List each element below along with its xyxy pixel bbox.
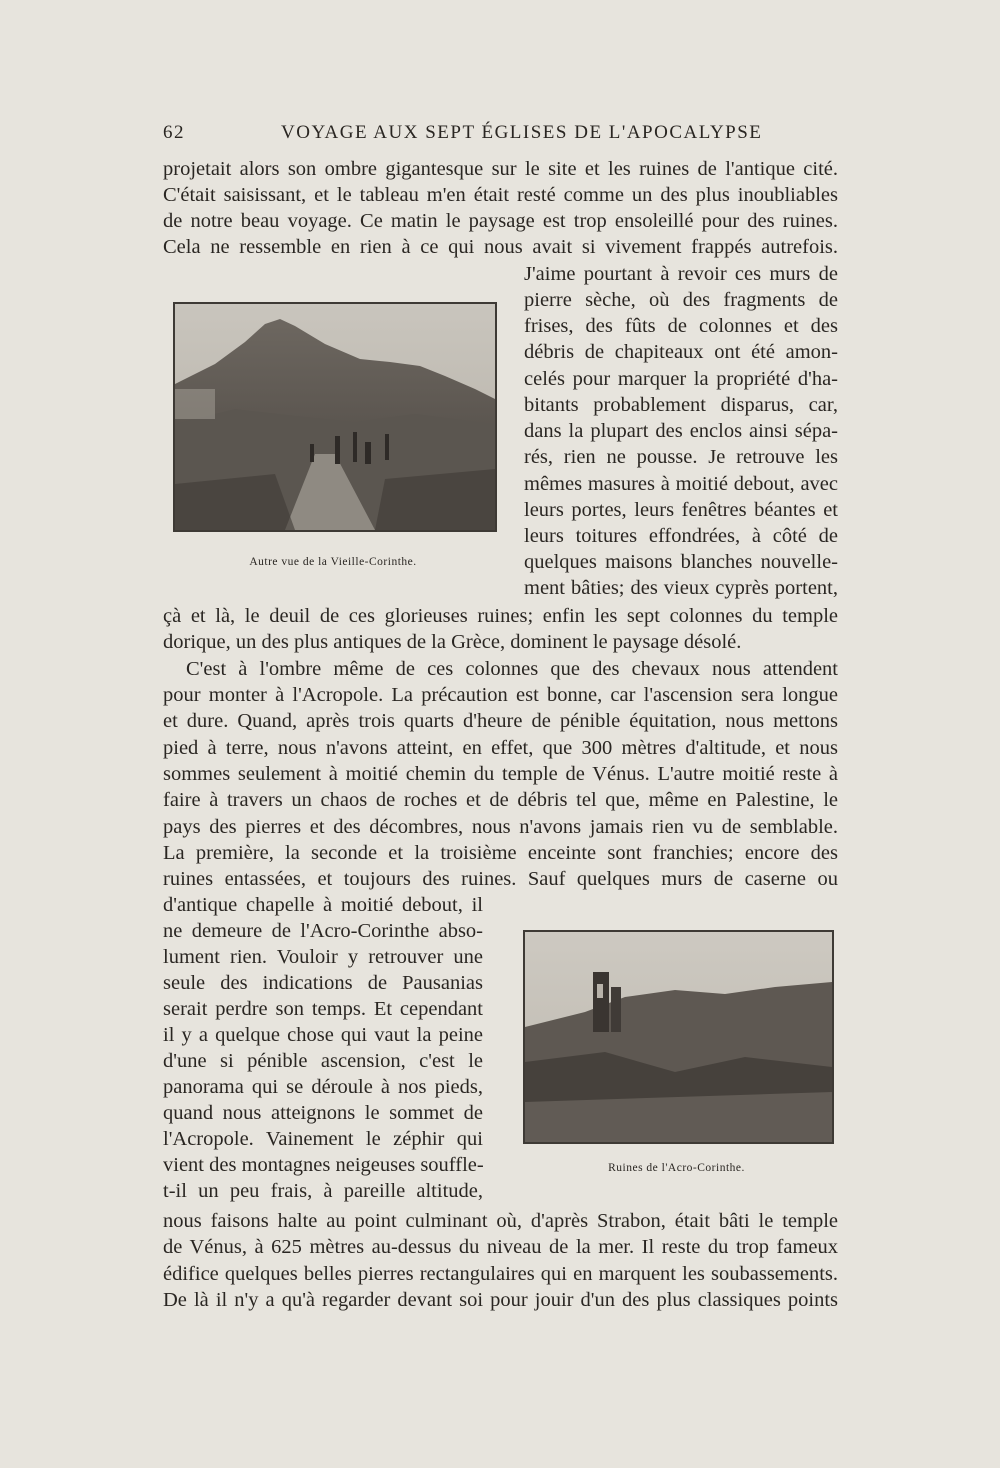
text-line: nous faisons halte au point culminant où, d'après Strabon, était bâti le temple (163, 1210, 838, 1232)
text-line: sommes seulement à moitié chemin du temple de Vénus. L'autre moitié reste à (163, 763, 838, 785)
text-line: seule des indications de Pausanias (163, 972, 483, 994)
text-line: bitants probablement disparus, car, (524, 394, 838, 416)
text-line: frises, des fûts de colonnes et des (524, 315, 838, 337)
running-title: VOYAGE AUX SEPT ÉGLISES DE L'APOCALYPSE (281, 122, 763, 143)
text-line: leurs toitures effondrées, à côté de (524, 525, 838, 547)
text-line: d'une si pénible ascension, c'est le (163, 1050, 483, 1072)
text-line: l'Acropole. Vainement le zéphir qui (163, 1128, 483, 1150)
text-line: d'antique chapelle à moitié debout, il (163, 894, 483, 916)
text-line: t-il un peu frais, à pareille altitude, (163, 1180, 483, 1202)
page-number: 62 (163, 122, 185, 143)
text-line: de Vénus, à 625 mètres au-dessus du niveau de la mer. Il reste du trop fameux (163, 1236, 838, 1258)
page-header (163, 118, 838, 146)
text-line: ruines entassées, et toujours des ruines. Sauf quelques murs de caserne ou (163, 868, 838, 890)
text-line: pour monter à l'Acropole. La précaution est bonne, car l'ascension sera longue (163, 684, 838, 706)
text-line: faire à travers un chaos de roches et de débris tel que, même en Palestine, le (163, 789, 838, 811)
text-line: C'est à l'ombre même de ces colonnes que des chevaux nous attendent (186, 658, 838, 680)
figure2-caption: Ruines de l'Acro-Corinthe. (608, 1162, 745, 1174)
text-line: dorique, un des plus antiques de la Grèce, dominent le paysage désolé. (163, 631, 742, 653)
text-line: Cela ne ressemble en rien à ce qui nous avait si vivement frappés autrefois. (163, 236, 838, 258)
figure-old-corinth-photo (173, 302, 497, 532)
text-line: quand nous atteignons le sommet de (163, 1102, 483, 1124)
text-line: il y a quelque chose qui vaut la peine (163, 1024, 483, 1046)
text-line: çà et là, le deuil de ces glorieuses ruines; enfin les sept colonnes du temple (163, 605, 838, 627)
text-line: De là il n'y a qu'à regarder devant soi pour jouir d'un des plus classiques points (163, 1289, 838, 1311)
text-line: La première, la seconde et la troisième enceinte sont franchies; encore des (163, 842, 838, 864)
text-line: de notre beau voyage. Ce matin le paysage est trop ensoleillé pour des ruines. (163, 210, 838, 232)
text-line: débris de chapiteaux ont été amon- (524, 341, 838, 363)
text-line: ment bâties; des vieux cyprès portent, (524, 577, 838, 599)
text-line: vient des montagnes neigeuses souffle- (163, 1154, 484, 1176)
text-line: C'était saisissant, et le tableau m'en était resté comme un des plus inoubliables (163, 184, 838, 206)
figure1-caption: Autre vue de la Vieille-Corinthe. (249, 556, 417, 568)
text-line: pied à terre, nous n'avons atteint, en effet, que 300 mètres d'altitude, et nous (163, 737, 838, 759)
text-line: lument rien. Vouloir y retrouver une (163, 946, 483, 968)
text-line: édifice quelques belles pierres rectangulaires qui en marquent les soubassements. (163, 1263, 838, 1285)
figure-acrocorinth-ruins-photo (523, 930, 834, 1144)
text-line: serait perdre son temps. Et cependant (163, 998, 483, 1020)
text-line: panorama qui se déroule à nos pieds, (163, 1076, 483, 1098)
text-line: leurs portes, leurs fenêtres béantes et (524, 499, 838, 521)
text-line: ne demeure de l'Acro-Corinthe abso- (163, 920, 483, 942)
text-line: J'aime pourtant à revoir ces murs de (524, 263, 838, 285)
text-line: dans la plupart des enclos ainsi sépa- (524, 420, 838, 442)
text-line: pierre sèche, où des fragments de (524, 289, 838, 311)
text-line: mêmes masures à moitié debout, avec (524, 473, 838, 495)
text-line: celés pour marquer la propriété d'ha- (524, 368, 838, 390)
text-line: rés, rien ne pousse. Je retrouve les (524, 446, 838, 468)
text-line: quelques maisons blanches nouvelle- (524, 551, 838, 573)
text-line: pays des pierres et des décombres, nous n'avons jamais rien vu de semblable. (163, 816, 838, 838)
text-line: projetait alors son ombre gigantesque sur le site et les ruines de l'antique cité. (163, 158, 838, 180)
text-line: et dure. Quand, après trois quarts d'heure de pénible équitation, nous mettons (163, 710, 838, 732)
